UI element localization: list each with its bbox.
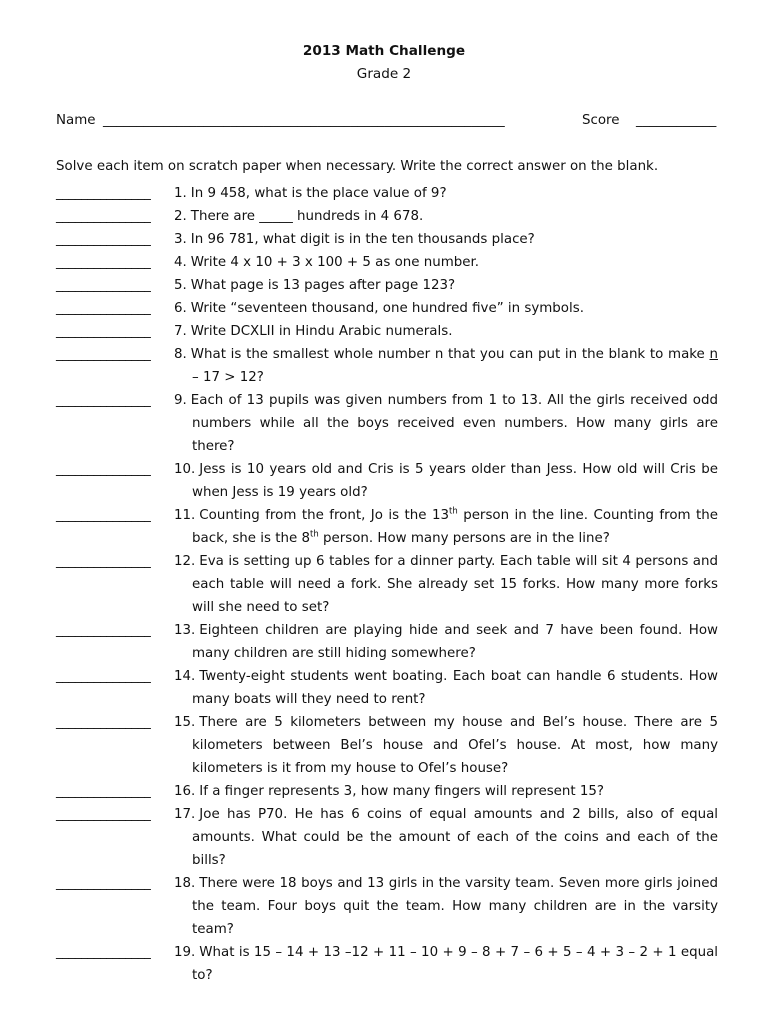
question-number: 14. bbox=[174, 669, 196, 684]
question-body: Write DCXLII in Hindu Arabic numerals. bbox=[190, 324, 453, 339]
answer-blank[interactable]: _______________ bbox=[56, 278, 151, 293]
question-item-2 bbox=[56, 205, 718, 228]
question-text bbox=[174, 711, 718, 780]
grade-label: Grade 2 bbox=[356, 66, 412, 82]
question-text bbox=[174, 872, 718, 941]
question-item-15 bbox=[56, 711, 718, 780]
question-body: What page is 13 pages after page 123? bbox=[190, 278, 456, 293]
question-text bbox=[174, 550, 718, 619]
question-text bbox=[174, 343, 718, 389]
name-label: Name bbox=[56, 113, 96, 128]
answer-blank[interactable]: _______________ bbox=[56, 324, 151, 339]
question-body: Write “seventeen thousand, one hundred five” in symbols. bbox=[190, 301, 584, 316]
answer-blank[interactable]: _______________ bbox=[56, 186, 151, 201]
question-number: 1. bbox=[174, 186, 187, 201]
question-number: 3. bbox=[174, 232, 187, 247]
question-text bbox=[174, 205, 718, 228]
question-list bbox=[56, 182, 718, 987]
question-body: Eva is setting up 6 tables for a dinner party. Each table will sit 4 persons and each table will need a fork. She already set 15 forks. How many more forks will she need to set? bbox=[192, 554, 718, 615]
question-body: Twenty-eight students went boating. Each boat can handle 6 students. How many boats will they need to rent? bbox=[192, 669, 718, 707]
question-body: Jess is 10 years old and Cris is 5 years older than Jess. How old will Cris be when Jess is 19 years old? bbox=[192, 462, 718, 500]
question-text bbox=[174, 504, 718, 550]
question-body: What is 15 – 14 + 13 –12 + 11 – 10 + 9 – 8 + 7 – 6 + 5 – 4 + 3 – 2 + 1 equal to? bbox=[192, 945, 718, 983]
answer-blank[interactable]: _______________ bbox=[56, 232, 151, 247]
answer-blank[interactable]: _______________ bbox=[56, 669, 151, 684]
question-number: 13. bbox=[174, 623, 196, 638]
question-text bbox=[174, 780, 718, 803]
question-number: 2. bbox=[174, 209, 187, 224]
question-item-5 bbox=[56, 274, 718, 297]
question-item-11 bbox=[56, 504, 718, 550]
question-number: 18. bbox=[174, 876, 196, 891]
question-text bbox=[174, 941, 718, 987]
question-item-3 bbox=[56, 228, 718, 251]
question-body-end: – 17 > 12? bbox=[192, 370, 264, 385]
question-number: 12. bbox=[174, 554, 196, 569]
answer-blank[interactable]: _______________ bbox=[56, 554, 151, 569]
question-item-16 bbox=[56, 780, 718, 803]
variable-n: n bbox=[709, 347, 718, 362]
question-body: Eighteen children are playing hide and seek and 7 have been found. How many children are still hiding somewhere? bbox=[192, 623, 718, 661]
question-body: Joe has P70. He has 6 coins of equal amounts and 2 bills, also of equal amounts. What could be the amount of each of the coins and each of the bills? bbox=[192, 807, 718, 868]
question-item-18 bbox=[56, 872, 718, 941]
question-item-7 bbox=[56, 320, 718, 343]
question-number: 16. bbox=[174, 784, 196, 799]
question-text bbox=[174, 320, 718, 343]
question-body: If a finger represents 3, how many fingers will represent 15? bbox=[199, 784, 605, 799]
question-text bbox=[174, 297, 718, 320]
question-item-19 bbox=[56, 941, 718, 987]
name-score-row bbox=[56, 113, 718, 133]
answer-blank[interactable]: _______________ bbox=[56, 807, 151, 822]
question-text bbox=[174, 182, 718, 205]
question-number: 19. bbox=[174, 945, 196, 960]
question-body: There are _____ hundreds in 4 678. bbox=[190, 209, 424, 224]
page-title: 2013 Math Challenge bbox=[302, 43, 466, 59]
question-text bbox=[174, 228, 718, 251]
question-body-end: person. How many persons are in the line? bbox=[318, 531, 610, 546]
question-body-middle: person in the line. Counting from the back, she is the 8 bbox=[192, 508, 718, 546]
question-number: 8. bbox=[174, 347, 187, 362]
answer-blank[interactable]: _______________ bbox=[56, 784, 151, 799]
answer-blank[interactable]: _______________ bbox=[56, 623, 151, 638]
question-item-13 bbox=[56, 619, 718, 665]
question-text bbox=[174, 389, 718, 458]
question-body: Each of 13 pupils was given numbers from 1 to 13. All the girls received odd numbers while all the boys received even numbers. How many girls are there? bbox=[190, 393, 718, 454]
question-item-9 bbox=[56, 389, 718, 458]
question-body: Counting from the front, Jo is the 13 bbox=[199, 508, 450, 523]
question-body: There were 18 boys and 13 girls in the varsity team. Seven more girls joined the team. Four boys quit the team. How many children are in the varsity team? bbox=[192, 876, 718, 937]
question-item-8 bbox=[56, 343, 718, 389]
answer-blank[interactable]: _______________ bbox=[56, 462, 151, 477]
question-text bbox=[174, 251, 718, 274]
question-item-14 bbox=[56, 665, 718, 711]
question-item-17 bbox=[56, 803, 718, 872]
question-number: 6. bbox=[174, 301, 187, 316]
question-number: 4. bbox=[174, 255, 187, 270]
name-field[interactable]: ____________________________________________________________ bbox=[103, 113, 505, 128]
score-field[interactable]: ____________ bbox=[636, 113, 717, 128]
question-item-6 bbox=[56, 297, 718, 320]
answer-blank[interactable]: _______________ bbox=[56, 209, 151, 224]
question-text bbox=[174, 619, 718, 665]
question-item-10 bbox=[56, 458, 718, 504]
question-text bbox=[174, 274, 718, 297]
instructions: Solve each item on scratch paper when necessary. Write the correct answer on the blank. bbox=[56, 159, 659, 174]
answer-blank[interactable]: _______________ bbox=[56, 876, 151, 891]
question-item-12 bbox=[56, 550, 718, 619]
answer-blank[interactable]: _______________ bbox=[56, 347, 151, 362]
question-body: There are 5 kilometers between my house and Bel’s house. There are 5 kilometers between Bel’s house and Ofel’s house. At most, how many kilometers is it from my house to Ofel’s house? bbox=[192, 715, 718, 776]
answer-blank[interactable]: _______________ bbox=[56, 715, 151, 730]
question-item-4 bbox=[56, 251, 718, 274]
answer-blank[interactable]: _______________ bbox=[56, 945, 151, 960]
question-number: 10. bbox=[174, 462, 196, 477]
answer-blank[interactable]: _______________ bbox=[56, 301, 151, 316]
answer-blank[interactable]: _______________ bbox=[56, 255, 151, 270]
question-item-1 bbox=[56, 182, 718, 205]
question-number: 11. bbox=[174, 508, 196, 523]
question-number: 17. bbox=[174, 807, 196, 822]
question-number: 15. bbox=[174, 715, 196, 730]
ordinal-suffix: th bbox=[449, 506, 458, 517]
ordinal-suffix: th bbox=[310, 529, 319, 540]
question-text bbox=[174, 458, 718, 504]
question-number: 5. bbox=[174, 278, 187, 293]
question-body: In 9 458, what is the place value of 9? bbox=[190, 186, 447, 201]
question-number: 7. bbox=[174, 324, 187, 339]
score-label: Score bbox=[582, 113, 620, 128]
answer-blank[interactable]: _______________ bbox=[56, 393, 151, 408]
question-text bbox=[174, 803, 718, 872]
question-text bbox=[174, 665, 718, 711]
question-body: Write 4 x 10 + 3 x 100 + 5 as one number. bbox=[190, 255, 480, 270]
answer-blank[interactable]: _______________ bbox=[56, 508, 151, 523]
question-body: In 96 781, what digit is in the ten thousands place? bbox=[190, 232, 535, 247]
question-body: What is the smallest whole number n that you can put in the blank to make bbox=[190, 347, 710, 362]
question-number: 9. bbox=[174, 393, 187, 408]
